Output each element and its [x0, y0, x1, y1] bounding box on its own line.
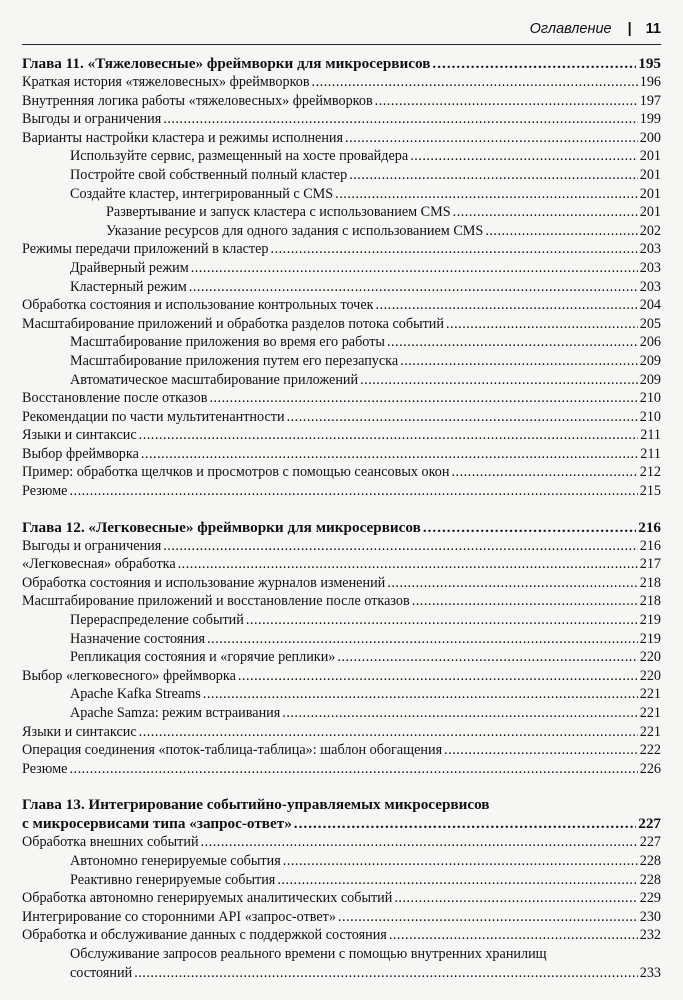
- toc-entry-title: Автоматическое масштабирование приложений: [70, 371, 359, 388]
- toc-entry-page: 210: [639, 408, 661, 425]
- toc-entry-page: 230: [639, 908, 661, 925]
- leader-dots: [69, 760, 637, 779]
- toc-entry[interactable]: [22, 371, 661, 390]
- toc-entry[interactable]: [22, 741, 661, 760]
- toc-entry-page: 205: [639, 315, 661, 332]
- leader-dots: [400, 352, 638, 371]
- leader-dots: [394, 889, 637, 908]
- leader-dots: [277, 871, 637, 890]
- toc-entry-page: 202: [639, 222, 661, 239]
- toc-entry[interactable]: [22, 926, 661, 945]
- toc-entry[interactable]: [22, 630, 661, 649]
- toc-entry-page: 232: [639, 927, 661, 944]
- leader-dots: [139, 426, 639, 445]
- toc-entry-title: Apache Samza: режим встраивания: [70, 705, 281, 721]
- leader-dots: [376, 296, 638, 315]
- toc-entry-page: 228: [639, 852, 661, 869]
- toc-entry-title: Драйверный режим: [70, 259, 189, 276]
- toc-entry-title: Языки и синтаксис: [22, 723, 137, 740]
- leader-dots: [271, 240, 638, 259]
- toc-entry[interactable]: [22, 408, 661, 427]
- toc-entry[interactable]: [22, 852, 661, 871]
- toc-entry-title: Создайте кластер, интегрированный с CMS: [70, 185, 334, 202]
- leader-dots: [189, 278, 638, 297]
- leader-dots: [203, 685, 638, 704]
- toc-entry-title: Кластерный режим: [70, 278, 187, 295]
- header-separator: |: [627, 21, 632, 37]
- toc-entry[interactable]: [22, 760, 661, 779]
- leader-dots: [69, 482, 637, 501]
- toc-entry-title: Режимы передачи приложений в кластер: [22, 241, 269, 258]
- leader-dots: [410, 147, 638, 166]
- toc-entry[interactable]: [22, 704, 661, 723]
- page-number: 11: [645, 21, 661, 37]
- toc-entry-page: 209: [639, 352, 661, 369]
- toc-entry[interactable]: [22, 240, 661, 259]
- leader-dots: [337, 648, 637, 667]
- toc-entry-page: 218: [639, 593, 661, 610]
- leader-dots: [287, 408, 638, 427]
- toc-entry[interactable]: [22, 315, 661, 334]
- leader-dots: [283, 852, 638, 871]
- leader-dots: [163, 537, 638, 556]
- leader-dots: [345, 129, 638, 148]
- toc-entry[interactable]: [22, 389, 661, 408]
- toc-entry-title: Масштабирование приложения путем его перезапуска: [70, 352, 399, 369]
- leader-dots: [335, 185, 638, 204]
- toc-entry-title: Обработка внешних событий: [22, 834, 199, 851]
- toc-entry-page: 197: [639, 92, 661, 109]
- toc-entry-title: «Легковесная» обработка: [22, 556, 176, 573]
- leader-dots: [178, 555, 638, 574]
- toc-entry-page: 222: [639, 742, 661, 759]
- toc-entry[interactable]: [22, 889, 661, 908]
- toc-entry-page: 220: [639, 667, 661, 684]
- toc-entry-page: 209: [639, 371, 661, 388]
- leader-dots: [387, 333, 638, 352]
- toc-entry-title: Выгоды и ограничения: [22, 537, 162, 554]
- toc-entry-title: Масштабирование приложений и обработка разделов потока событий: [22, 315, 444, 332]
- toc-entry[interactable]: [22, 166, 661, 185]
- toc-entry[interactable]: [22, 871, 661, 890]
- toc-entry[interactable]: [22, 648, 661, 667]
- toc-entry-title: Восстановление после отказов: [22, 390, 208, 407]
- toc-entry-title: Репликация состояния и «горячие реплики»: [70, 649, 336, 666]
- chapter-11-entries: [22, 73, 661, 501]
- toc-entry-page: 221: [639, 723, 661, 740]
- toc-entry-title: Операция соединения «поток-таблица-таблица»: шаблон обогащения: [22, 742, 443, 759]
- toc-entry-multiline-line1[interactable]: Обслуживание запросов реального времени с помощью внутренних хранилищ: [70, 945, 547, 962]
- toc-entry[interactable]: [22, 426, 661, 445]
- toc-entry-title: Выбор фреймворка: [22, 445, 139, 462]
- toc-entry-title: Рекомендации по части мультитенантности: [22, 408, 285, 425]
- toc-entry-title: Перераспределение событий: [70, 612, 244, 629]
- toc-entry-title: Резюме: [22, 760, 68, 777]
- toc-entry-page: 226: [639, 760, 661, 777]
- toc-entry[interactable]: [22, 222, 661, 241]
- leader-dots: [485, 222, 637, 241]
- toc-entry-page: 219: [639, 612, 661, 629]
- leader-dots: [207, 630, 638, 649]
- toc-entry[interactable]: [22, 611, 661, 630]
- toc-entry-page: 227: [639, 834, 661, 851]
- toc-entry[interactable]: [22, 537, 661, 556]
- toc-entry[interactable]: [22, 574, 661, 593]
- leader-dots: [191, 259, 638, 278]
- table-of-contents: [22, 54, 661, 982]
- leader-dots: [139, 723, 638, 742]
- leader-dots: [209, 389, 637, 408]
- toc-entry-title: Автономно генерируемые события: [70, 852, 281, 869]
- toc-entry[interactable]: [22, 185, 661, 204]
- toc-entry-page: 203: [639, 241, 661, 258]
- toc-entry-page: 220: [639, 649, 661, 666]
- toc-entry[interactable]: [22, 352, 661, 371]
- toc-entry-page: 221: [639, 686, 661, 703]
- toc-entry-page: 212: [639, 464, 661, 481]
- leader-dots: [338, 908, 638, 927]
- toc-entry-page: 201: [639, 166, 661, 183]
- toc-entry-page: 219: [639, 630, 661, 647]
- toc-entry-title: Языки и синтаксис: [22, 427, 137, 444]
- toc-entry-page: 215: [639, 483, 661, 500]
- toc-entry-title: Выгоды и ограничения: [22, 111, 162, 128]
- leader-dots: [387, 574, 637, 593]
- toc-entry[interactable]: [22, 667, 661, 686]
- toc-entry-page: 201: [639, 204, 661, 221]
- toc-entry-title: Обработка состояния и использование журналов изменений: [22, 574, 386, 591]
- leader-dots: [389, 926, 638, 945]
- chapter-13-heading-line2[interactable]: с микросервисами типа «запрос-ответ» ..... 227: [22, 814, 661, 833]
- chapter-12-entries: [22, 537, 661, 779]
- toc-entry-page: 217: [639, 556, 661, 573]
- leader-dots: [246, 611, 638, 630]
- toc-entry-page: 199: [639, 111, 661, 128]
- leader-dots: [349, 166, 638, 185]
- toc-entry-title: Назначение состояния: [70, 630, 206, 647]
- toc-entry-title: Краткая история «тяжеловесных» фреймворков: [22, 74, 310, 90]
- toc-entry-page: 204: [639, 297, 661, 314]
- toc-entry-multiline-line2[interactable]: состояний ..... 233: [22, 964, 661, 983]
- chapter-11-heading[interactable]: Глава 11. «Тяжеловесные» фреймворки для микросервисов ..... 195: [22, 54, 661, 73]
- toc-entry-page: 201: [639, 148, 661, 165]
- toc-entry[interactable]: [22, 296, 661, 315]
- toc-entry-page: 200: [639, 129, 661, 146]
- running-title: Оглавление: [529, 21, 612, 37]
- toc-entry[interactable]: [22, 110, 661, 129]
- leader-dots: [163, 110, 638, 129]
- leader-dots: [375, 92, 638, 111]
- toc-entry[interactable]: [22, 482, 661, 501]
- leader-dots: [282, 704, 637, 723]
- toc-entry-page: 206: [639, 334, 661, 351]
- toc-entry[interactable]: [22, 278, 661, 297]
- toc-entry-title: Используйте сервис, размещенный на хосте провайдера: [70, 148, 409, 165]
- toc-entry-page: 229: [639, 890, 661, 907]
- toc-entry[interactable]: [22, 908, 661, 927]
- toc-entry-page: 203: [639, 278, 661, 295]
- toc-entry[interactable]: [22, 73, 661, 92]
- toc-entry[interactable]: [22, 203, 661, 222]
- toc-entry[interactable]: [22, 723, 661, 742]
- leader-dots: [360, 371, 638, 390]
- toc-entry[interactable]: [22, 463, 661, 482]
- chapter-13-heading-line1[interactable]: Глава 13. Интегрирование событийно-управляемых микросервисов: [22, 796, 490, 814]
- toc-entry[interactable]: [22, 259, 661, 278]
- toc-entry-page: 216: [639, 537, 661, 554]
- toc-entry-title: Постройте свой собственный полный кластер: [70, 166, 348, 183]
- toc-entry-page: 211: [640, 445, 661, 462]
- toc-entry-page: 201: [639, 185, 661, 202]
- toc-entry-title: Варианты настройки кластера и режимы исполнения: [22, 129, 344, 146]
- toc-entry-title: Развертывание и запуск кластера с использованием CMS: [106, 204, 451, 221]
- toc-entry-page: 221: [639, 705, 661, 721]
- toc-entry-title: Масштабирование приложения во время его работы: [70, 334, 385, 351]
- toc-entry[interactable]: [22, 685, 661, 704]
- leader-dots: [312, 73, 638, 92]
- toc-entry-page: 203: [639, 259, 661, 276]
- toc-entry-title: Масштабирование приложений и восстановление после отказов: [22, 593, 410, 610]
- toc-entry[interactable]: [22, 555, 661, 574]
- leader-dots: [141, 445, 638, 464]
- toc-entry[interactable]: [22, 833, 661, 852]
- toc-entry-title: Обработка автономно генерируемых аналитических событий: [22, 890, 393, 907]
- header-rule: [22, 44, 661, 45]
- toc-entry-title: Указание ресурсов для одного задания с использованием CMS: [106, 222, 484, 239]
- toc-entry-title: Реактивно генерируемые события: [70, 871, 276, 888]
- leader-dots: [444, 741, 638, 760]
- toc-entry-page: 210: [639, 390, 661, 407]
- leader-dots: [446, 315, 638, 334]
- toc-entry-title: Выбор «легковесного» фреймворка: [22, 667, 236, 684]
- toc-entry-title: Резюме: [22, 483, 68, 500]
- toc-entry[interactable]: [22, 92, 661, 111]
- toc-entry-page: 218: [639, 574, 661, 591]
- toc-entry[interactable]: [22, 333, 661, 352]
- toc-entry-title: Обработка состояния и использование контрольных точек: [22, 297, 374, 314]
- chapter-12-heading[interactable]: Глава 12. «Легковесные» фреймворки для микросервисов ..... 216: [22, 518, 661, 537]
- toc-entry[interactable]: [22, 129, 661, 148]
- toc-entry[interactable]: [22, 445, 661, 464]
- toc-entry[interactable]: [22, 147, 661, 166]
- page-header: [22, 14, 661, 44]
- leader-dots: [201, 833, 638, 852]
- leader-dots: [412, 592, 638, 611]
- toc-entry-title: Apache Kafka Streams: [70, 686, 201, 703]
- toc-entry-page: 211: [640, 427, 661, 444]
- toc-entry-title: Внутренняя логика работы «тяжеловесных» фреймворков: [22, 92, 373, 109]
- leader-dots: [238, 667, 638, 686]
- toc-entry-title: Пример: обработка щелчков и просмотров с помощью сеансовых окон: [22, 464, 450, 481]
- leader-dots: [453, 203, 638, 222]
- toc-entry[interactable]: [22, 592, 661, 611]
- toc-entry-title: Интегрирование со сторонними API «запрос-ответ»: [22, 908, 336, 925]
- chapter-13-entries: [22, 833, 661, 945]
- toc-entry-title: Обработка и обслуживание данных с поддержкой состояния: [22, 927, 387, 944]
- toc-entry-page: 196: [639, 74, 661, 90]
- toc-entry-page: 228: [639, 871, 661, 888]
- leader-dots: [451, 463, 637, 482]
